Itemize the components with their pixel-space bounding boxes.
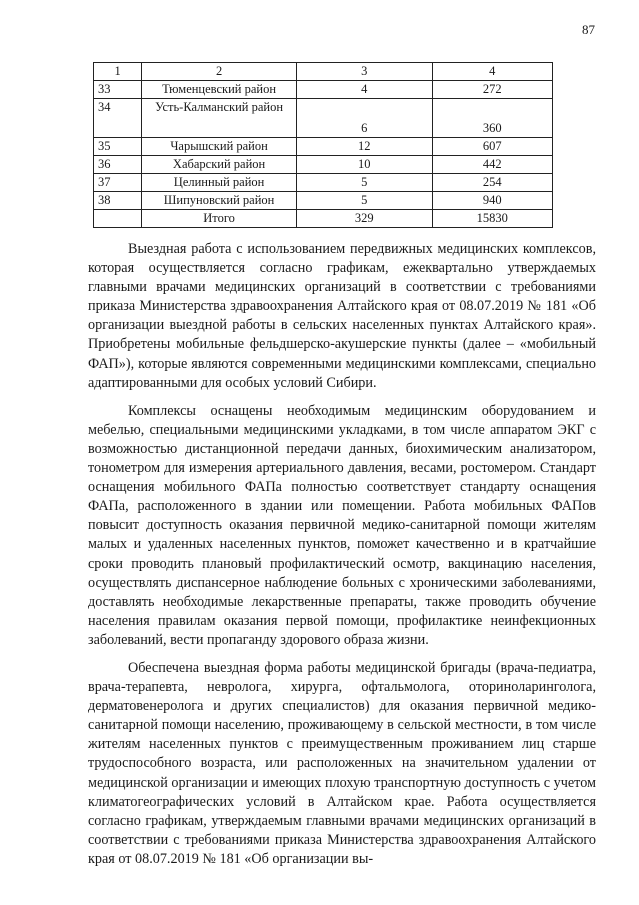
district-total: 607 bbox=[432, 138, 552, 156]
table-header-row bbox=[94, 63, 553, 81]
district-name: Хабарский район bbox=[142, 156, 297, 174]
table-row bbox=[94, 81, 553, 99]
empty-cell bbox=[94, 210, 142, 228]
row-number: 35 bbox=[94, 138, 142, 156]
paragraph: Обеспечена выездная форма работы медицинской бригады (врача-педиатра, врача-терапевта, невролога, хирурга, офтальмолога, оториноларинголога, дерматовенеролога и других специалистов) для оказания первичной медико-санитарной помощи населению, проживающему в сельской местности, в том числе жителям населенных пунктов с преимущественным проживанием лиц старше трудоспособного возраста, или расположенных на значительном удалении от медицинской организации и имеющих плохую транспортную доступность с учетом климатогеографических условий в Алтайском крае. Работа осуществляется согласно графикам, утверждаемым главными врачами медицинских организаций в соответствии с требованиями приказа Министерства здравоохранения Алтайского края от 08.07.2019 № 181 «Об организации вы- bbox=[88, 659, 596, 867]
district-value: 6 bbox=[297, 99, 433, 138]
district-total: 360 bbox=[432, 99, 552, 138]
district-table bbox=[93, 62, 553, 228]
table-total-row bbox=[94, 210, 553, 228]
header-cell: 4 bbox=[432, 63, 552, 81]
district-name: Усть-Калманский район bbox=[142, 99, 297, 138]
table-row bbox=[94, 174, 553, 192]
district-name: Тюменцевский район bbox=[142, 81, 297, 99]
row-number: 34 bbox=[94, 99, 142, 138]
row-number: 36 bbox=[94, 156, 142, 174]
district-value: 5 bbox=[297, 174, 433, 192]
body-text bbox=[88, 240, 596, 878]
row-number: 37 bbox=[94, 174, 142, 192]
header-cell: 1 bbox=[94, 63, 142, 81]
header-cell: 2 bbox=[142, 63, 297, 81]
total-label: Итого bbox=[142, 210, 297, 228]
district-total: 442 bbox=[432, 156, 552, 174]
district-value: 10 bbox=[297, 156, 433, 174]
row-number: 33 bbox=[94, 81, 142, 99]
table-row bbox=[94, 99, 553, 138]
table-row bbox=[94, 138, 553, 156]
paragraph: Комплексы оснащены необходимым медицинским оборудованием и мебелью, специальными медицинскими укладками, в том числе аппаратом ЭКГ с возможностью дистанционной передачи данных, биохимическим анализатором, тонометром для измерения артериального давления, весами, ростомером. Стандарт оснащения мобильного ФАПа полностью соответствует стандарту оснащения ФАПа, расположенного в здании или помещении. Работа мобильных ФАПов повысит доступность оказания первичной медико-санитарной помощи жителям малых и удаленных населенных пунктов, поможет качественно и в кратчайшие сроки проводить плановый профилактический осмотр, вакцинацию населения, осуществлять диспансерное наблюдение больных с хроническими заболеваниями, доставлять необходимые лекарственные препараты, также проводить обучение населения правилам оказания первой помощи, профилактике неинфекционных заболеваний, вести пропаганду здорового образа жизни. bbox=[88, 402, 596, 648]
district-name: Чарышский район bbox=[142, 138, 297, 156]
district-name: Шипуновский район bbox=[142, 192, 297, 210]
district-total: 940 bbox=[432, 192, 552, 210]
district-value: 12 bbox=[297, 138, 433, 156]
total-sum: 15830 bbox=[432, 210, 552, 228]
district-value: 5 bbox=[297, 192, 433, 210]
row-number: 38 bbox=[94, 192, 142, 210]
district-name: Целинный район bbox=[142, 174, 297, 192]
header-cell: 3 bbox=[297, 63, 433, 81]
district-total: 272 bbox=[432, 81, 552, 99]
table-row bbox=[94, 156, 553, 174]
total-value: 329 bbox=[297, 210, 433, 228]
table-row bbox=[94, 192, 553, 210]
district-value: 4 bbox=[297, 81, 433, 99]
district-total: 254 bbox=[432, 174, 552, 192]
paragraph: Выездная работа с использованием передвижных медицинских комплексов, которая осуществляется согласно графикам, ежеквартально утверждаемых главными врачами медицинских организаций в соответствии с требованиями приказа Министерства здравоохранения Алтайского края от 08.07.2019 № 181 «Об организации выездной работы в сельских населенных пунктах Алтайского края». Приобретены мобильные фельдшерско-акушерские пункты (далее – «мобильный ФАП»), которые являются современными медицинскими комплексами, специально адаптированными для особых условий Сибири. bbox=[88, 241, 596, 391]
page-number: 87 bbox=[582, 22, 595, 37]
